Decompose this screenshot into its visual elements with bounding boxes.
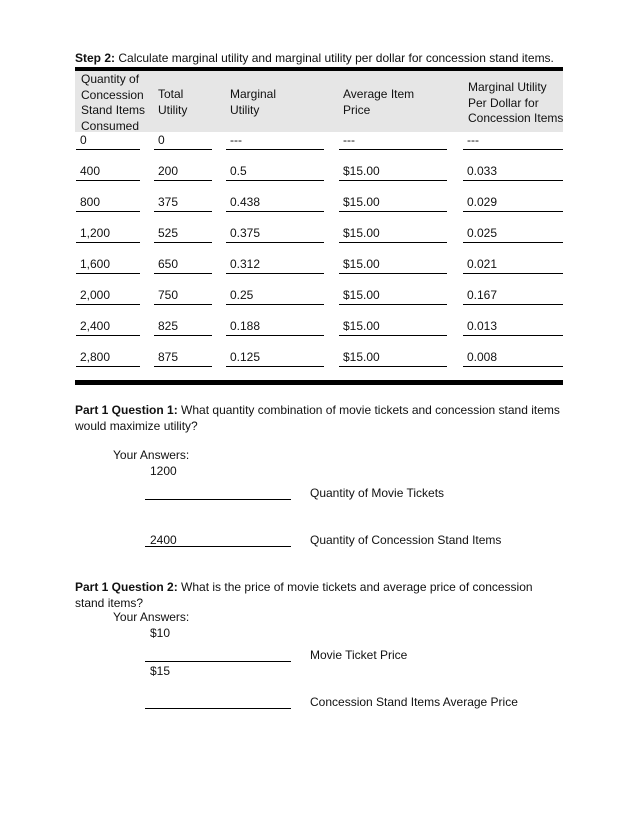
cell-quantity: 0 bbox=[76, 133, 140, 150]
q1-answer-1-line bbox=[145, 499, 291, 500]
q1-answer-1-label: Quantity of Movie Tickets bbox=[310, 486, 445, 500]
cell-mu-per-dollar: 0.029 bbox=[463, 195, 563, 212]
header-quantity-line: Quantity of bbox=[81, 72, 140, 86]
q2-answer-2-value: $15 bbox=[150, 664, 171, 678]
q1-answer-1-value: 1200 bbox=[150, 464, 177, 478]
table-row bbox=[0, 164, 638, 182]
header-average-price-line: Price bbox=[343, 102, 371, 117]
header-mu-per-dollar-line: Concession Items bbox=[468, 111, 564, 125]
table-row bbox=[0, 288, 638, 306]
q1-answer-2-value: 2400 bbox=[150, 533, 177, 547]
table-row bbox=[0, 226, 638, 244]
step2-text: Calculate marginal utility and marginal utility per dollar for concession stand items. bbox=[118, 51, 554, 65]
cell-average-price: $15.00 bbox=[339, 257, 447, 274]
cell-marginal-utility: 0.312 bbox=[226, 257, 324, 274]
cell-quantity: 2,800 bbox=[76, 350, 140, 367]
cell-marginal-utility: 0.25 bbox=[226, 288, 324, 305]
cell-total-utility: 375 bbox=[154, 195, 212, 212]
cell-mu-per-dollar: 0.013 bbox=[463, 319, 563, 336]
question-2-label: Part 1 Question 2: bbox=[75, 580, 178, 594]
header-quantity-line: Consumed bbox=[81, 118, 140, 133]
header-total-utility-line: Utility bbox=[158, 102, 188, 117]
cell-quantity: 2,000 bbox=[76, 288, 140, 305]
header-quantity-line: Stand Items bbox=[81, 103, 146, 117]
table-row bbox=[0, 133, 638, 151]
header-total-utility bbox=[158, 87, 187, 118]
cell-mu-per-dollar: 0.008 bbox=[463, 350, 563, 367]
q1-answer-2-line bbox=[145, 546, 291, 547]
header-total-utility-line: Total bbox=[158, 87, 184, 101]
header-mu-per-dollar-line: Marginal Utility bbox=[468, 80, 547, 94]
cell-total-utility: 0 bbox=[154, 133, 212, 150]
cell-total-utility: 200 bbox=[154, 164, 212, 181]
cell-quantity: 1,600 bbox=[76, 257, 140, 274]
cell-mu-per-dollar: 0.025 bbox=[463, 226, 563, 243]
cell-total-utility: 825 bbox=[154, 319, 212, 336]
q2-answer-1-line bbox=[145, 661, 291, 662]
cell-quantity: 2,400 bbox=[76, 319, 140, 336]
q2-your-answers: Your Answers: bbox=[113, 610, 190, 624]
q2-answer-2-label: Concession Stand Items Average Price bbox=[310, 695, 518, 709]
header-marginal-utility bbox=[230, 87, 276, 118]
q2-answer-1-value: $10 bbox=[150, 626, 171, 640]
header-marginal-utility-line: Utility bbox=[230, 102, 260, 117]
cell-total-utility: 750 bbox=[154, 288, 212, 305]
question-2-text: What is the price of movie tickets and average price of concession stand items? bbox=[75, 580, 533, 610]
step2-heading bbox=[75, 51, 554, 65]
question-1 bbox=[75, 402, 565, 434]
cell-mu-per-dollar: --- bbox=[463, 133, 563, 150]
header-average-price-line: Average Item bbox=[343, 87, 415, 101]
cell-marginal-utility: 0.438 bbox=[226, 195, 324, 212]
table-bottom-bar bbox=[75, 380, 563, 385]
q1-your-answers: Your Answers: bbox=[113, 448, 190, 462]
q1-answer-2-label: Quantity of Concession Stand Items bbox=[310, 533, 502, 547]
cell-total-utility: 525 bbox=[154, 226, 212, 243]
cell-marginal-utility: 0.188 bbox=[226, 319, 324, 336]
cell-marginal-utility: 0.125 bbox=[226, 350, 324, 367]
cell-mu-per-dollar: 0.167 bbox=[463, 288, 563, 305]
cell-total-utility: 650 bbox=[154, 257, 212, 274]
cell-average-price: $15.00 bbox=[339, 195, 447, 212]
cell-average-price: $15.00 bbox=[339, 350, 447, 367]
header-mu-per-dollar bbox=[468, 80, 563, 127]
cell-quantity: 400 bbox=[76, 164, 140, 181]
cell-quantity: 1,200 bbox=[76, 226, 140, 243]
cell-average-price: $15.00 bbox=[339, 164, 447, 181]
cell-marginal-utility: 0.5 bbox=[226, 164, 324, 181]
question-2 bbox=[75, 579, 565, 611]
q2-answer-1-label: Movie Ticket Price bbox=[310, 648, 408, 662]
cell-marginal-utility: 0.375 bbox=[226, 226, 324, 243]
cell-average-price: --- bbox=[339, 133, 447, 150]
table-row bbox=[0, 350, 638, 368]
cell-average-price: $15.00 bbox=[339, 288, 447, 305]
cell-average-price: $15.00 bbox=[339, 319, 447, 336]
cell-marginal-utility: --- bbox=[226, 133, 324, 150]
cell-mu-per-dollar: 0.033 bbox=[463, 164, 563, 181]
table-row bbox=[0, 257, 638, 275]
cell-total-utility: 875 bbox=[154, 350, 212, 367]
step2-label: Step 2: bbox=[75, 51, 116, 65]
header-marginal-utility-line: Marginal bbox=[230, 87, 277, 101]
header-quantity-line: Concession bbox=[81, 87, 144, 102]
table-row bbox=[0, 195, 638, 213]
cell-mu-per-dollar: 0.021 bbox=[463, 257, 563, 274]
cell-average-price: $15.00 bbox=[339, 226, 447, 243]
table-row bbox=[0, 319, 638, 337]
question-1-text: What quantity combination of movie tickets and concession stand items would maximize utility? bbox=[75, 403, 560, 433]
q2-answer-2-line bbox=[145, 708, 291, 709]
header-average-price bbox=[343, 87, 414, 118]
header-mu-per-dollar-line: Per Dollar for bbox=[468, 95, 539, 110]
header-quantity bbox=[81, 72, 145, 134]
cell-quantity: 800 bbox=[76, 195, 140, 212]
question-1-label: Part 1 Question 1: bbox=[75, 403, 178, 417]
